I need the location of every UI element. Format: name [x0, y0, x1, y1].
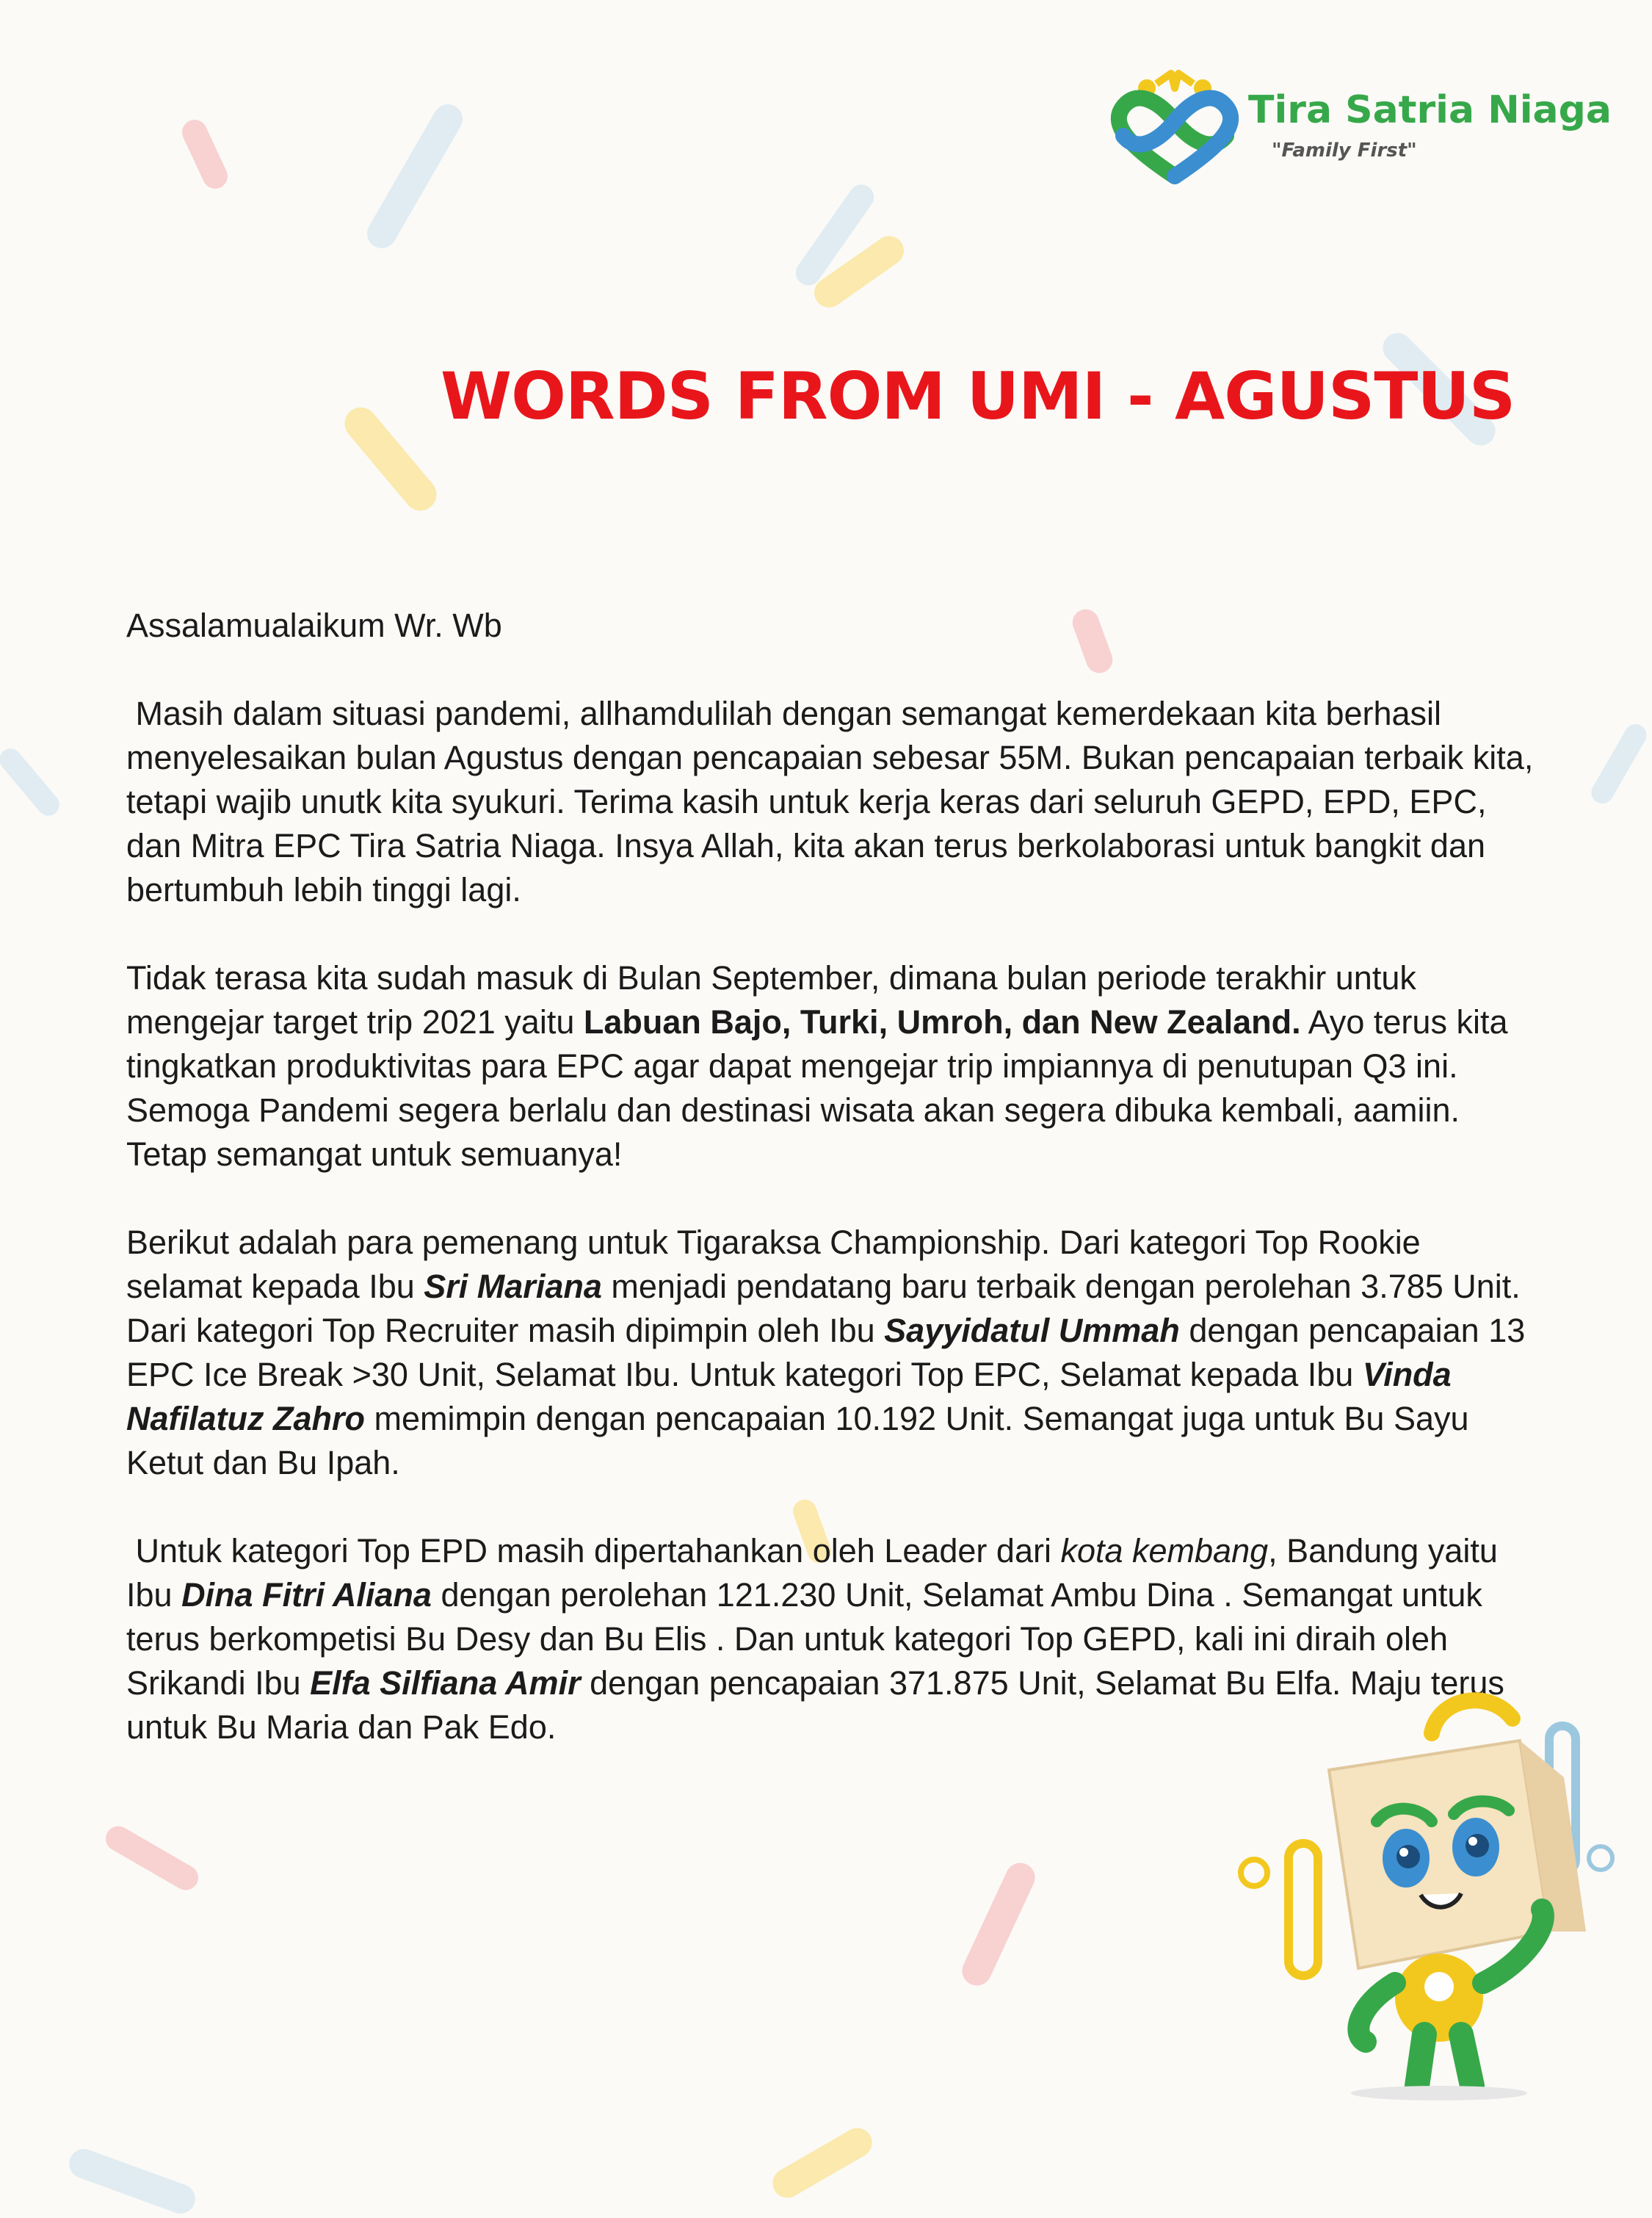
confetti-decoration: [65, 2145, 200, 2217]
top-recruiter-name: Sayyidatul Ummah: [884, 1312, 1180, 1349]
confetti-decoration: [101, 1821, 203, 1894]
confetti-decoration: [178, 116, 231, 193]
trip-destinations: Labuan Bajo, Turki, Umroh, dan New Zealand.: [583, 1003, 1301, 1041]
brand-tagline: "Family First": [1272, 140, 1417, 162]
brand-logo: [1101, 66, 1615, 191]
paragraph-4: Untuk kategori Top EPD masih dipertahankan oleh Leader dari kota kembang, Bandung yaitu Ibu Dina Fitri Aliana dengan perolehan 121.230 Unit, Selamat Ambu Dina . Semangat untuk terus berkompetisi Bu Desy dan Bu Elis . Dan untuk kategori Top GEPD, kali ini diraih oleh Srikandi Ibu Elfa Silfiana Amir dengan pencapaian 371.875 Unit, Selamat Bu Elfa. Maju terus untuk Bu Maria dan Pak Edo.: [126, 1532, 1504, 1746]
paragraph-1: Masih dalam situasi pandemi, allhamdulilah dengan semangat kemerdekaan kita berhasil menyelesaikan bulan Agustus dengan pencapaian sebesar 55M. Bukan pencapaian terbaik kita, tetapi wajib unutk kita syukuri. Terima kasih untuk kerja keras dari seluruh GEPD, EPD, EPC, dan Mitra EPC Tira Satria Niaga. Insya Allah, kita akan terus berkolaborasi untuk bangkit dan bertumbuh lebih tinggi lagi.: [126, 695, 1534, 908]
greeting: Assalamualaikum Wr. Wb: [126, 607, 502, 644]
city-nickname: kota kembang: [1060, 1532, 1269, 1569]
brand-name: Tira Satria Niaga: [1248, 88, 1612, 132]
confetti-decoration: [957, 1858, 1040, 1990]
heart-knot-icon: [1101, 66, 1248, 191]
confetti-decoration: [1587, 720, 1651, 808]
top-epd-name: Dina Fitri Aliana: [181, 1576, 432, 1614]
page-title: WORDS FROM UMI - AGUSTUS: [441, 358, 1515, 434]
paragraph-3: Berikut adalah para pemenang untuk Tigaraksa Championship. Dari kategori Top Rookie selamat kepada Ibu Sri Mariana menjadi pendatang baru terbaik dengan perolehan 3.785 Unit. Dari kategori Top Recruiter masih dipimpin oleh Ibu Sayyidatul Ummah dengan pencapaian 13 EPC Ice Break >30 Unit, Selamat Ibu. Untuk kategori Top EPC, Selamat kepada Ibu Vinda Nafilatuz Zahro memimpin dengan pencapaian 10.192 Unit. Semangat juga untuk Bu Sayu Ketut dan Bu Ipah.: [126, 1224, 1526, 1481]
paragraph-2: Tidak terasa kita sudah masuk di Bulan September, dimana bulan periode terakhir untuk mengejar target trip 2021 yaitu Labuan Bajo, Turki, Umroh, dan New Zealand. Ayo terus kita tingkatkan produktivitas para EPC agar dapat mengejar trip impiannya di penutupan Q3 ini. Semoga Pandemi segera berlalu dan destinasi wisata akan segera dibuka kembali, aamiin. Tetap semangat untuk semuanya!: [126, 959, 1508, 1173]
mascot-illustration: [1219, 1689, 1630, 2100]
confetti-decoration: [338, 401, 443, 518]
confetti-decoration: [0, 744, 64, 820]
confetti-decoration: [362, 99, 468, 254]
top-gepd-name: Elfa Silfiana Amir: [310, 1664, 581, 1702]
confetti-decoration: [767, 2123, 877, 2203]
letter-body: [126, 604, 1543, 1793]
top-epc-name: Vinda Nafilatuz Zahro: [126, 1356, 1452, 1437]
top-rookie-name: Sri Mariana: [424, 1268, 602, 1305]
